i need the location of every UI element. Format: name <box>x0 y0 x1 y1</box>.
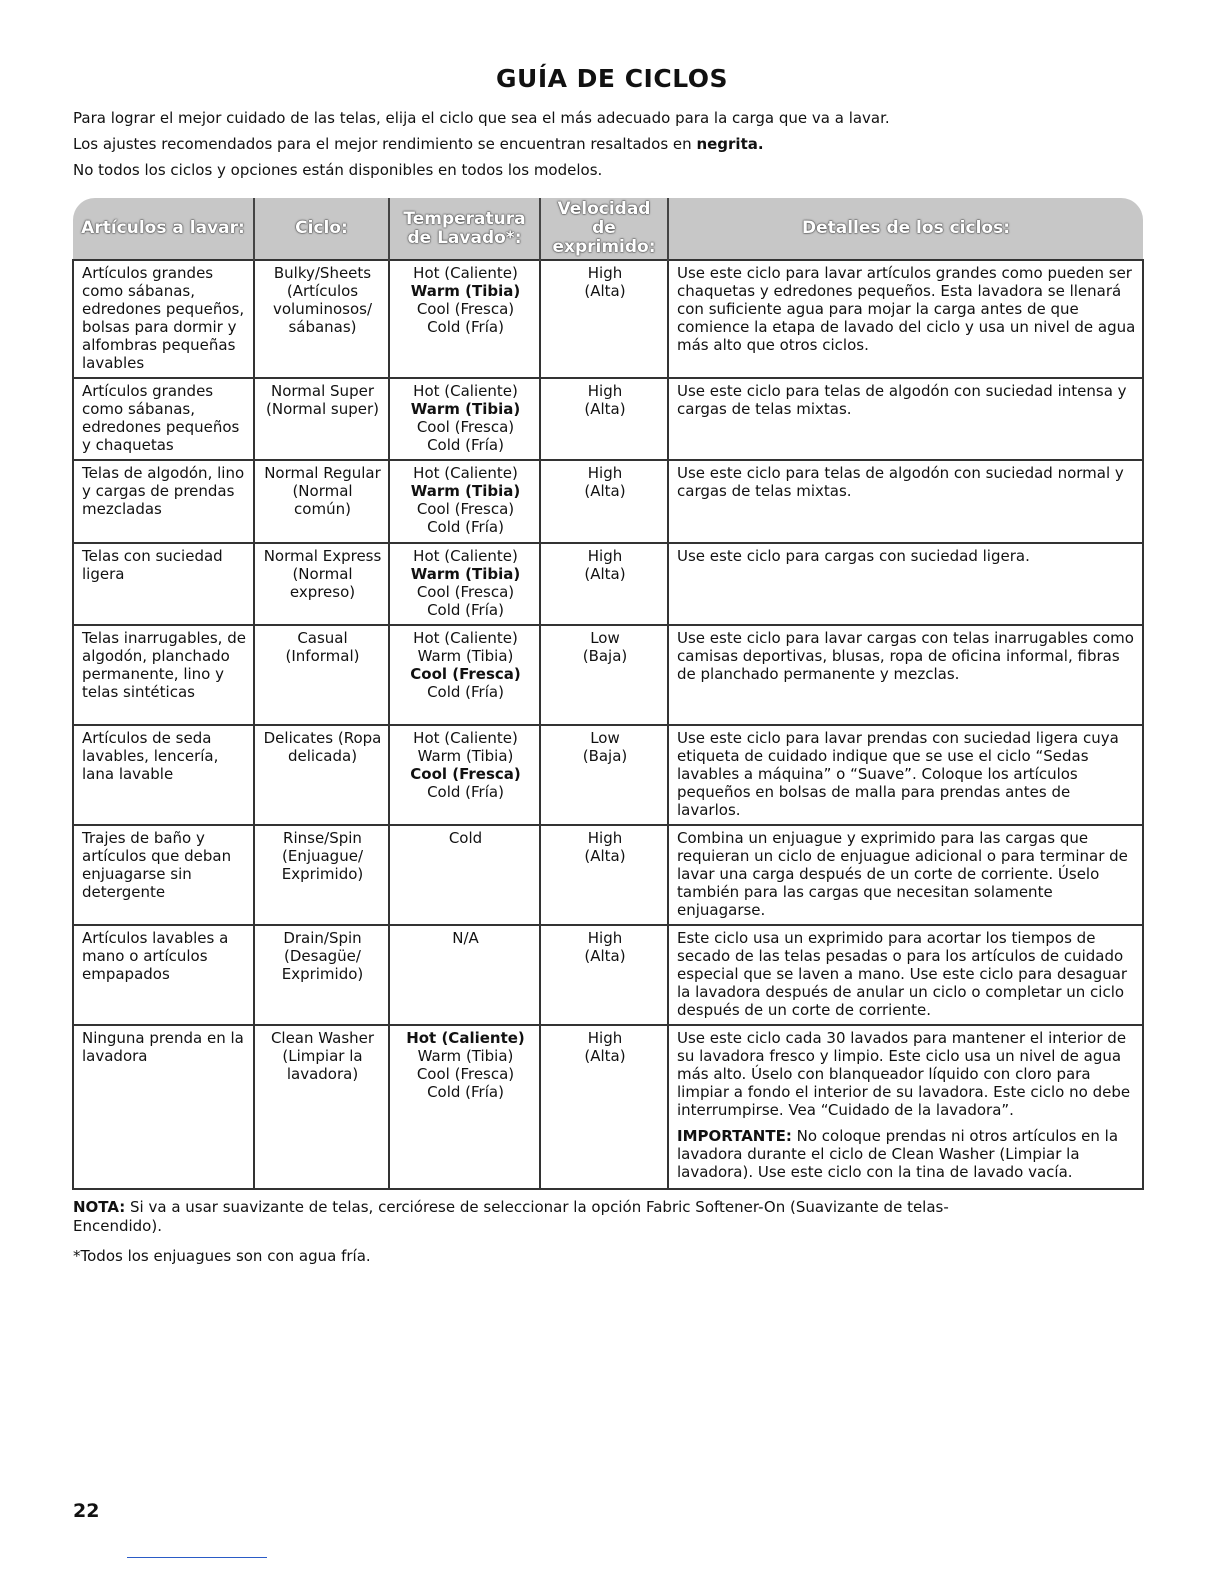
temperature-cell <box>389 825 540 925</box>
details-cell <box>668 543 1143 625</box>
spin-speed-cell <box>540 260 668 378</box>
temperature-option: Hot (Caliente) <box>413 264 518 282</box>
details-cell <box>668 625 1143 725</box>
spin-speed-cell <box>540 378 668 460</box>
note-label: NOTA: <box>73 1198 126 1216</box>
intro-line-1: Para lograr el mejor cuidado de las telas, elija el ciclo que sea el más adecuado para la carga que va a lavar. <box>73 109 890 127</box>
temperature-option: Cold (Fría) <box>427 783 504 801</box>
page-title: GUÍA DE CICLOS <box>496 64 728 93</box>
spin-speed-text: (Alta) <box>584 282 626 300</box>
spin-speed-cell <box>540 625 668 725</box>
temperature-option: Cold (Fría) <box>427 683 504 701</box>
spin-speed-text: High <box>587 929 623 947</box>
cycle-cell: Delicates (Ropa delicada) <box>254 725 389 825</box>
temperature-option: Cold (Fría) <box>427 518 504 536</box>
temperature-cell <box>389 1025 540 1189</box>
details-text: Use este ciclo cada 30 lavados para mantener el interior de su lavadora fresco y limpio. Este ciclo usa un nivel de agua más alto. Úselo con blanqueador líquido con cloro para limpiar a fondo el interior de su lavadora. Este ciclo no debe interrumpirse. Vea “Cuidado de la lavadora”. <box>677 1029 1131 1119</box>
cycle-cell: Normal Regular (Normal común) <box>254 460 389 543</box>
articles-cell: Ninguna prenda en la lavadora <box>73 1025 254 1189</box>
temperature-option: Warm (Tibia) <box>417 747 514 765</box>
spin-speed-text: High <box>587 547 623 565</box>
bottom-rule <box>127 1557 267 1558</box>
header-temperature: Temperatura de Lavado*: <box>389 198 540 260</box>
temperature-option: Cool (Fresca) <box>410 665 521 683</box>
articles-cell: Trajes de baño y artículos que deban enjuagarse sin detergente <box>73 825 254 925</box>
header-cycle-details: Detalles de los ciclos: <box>668 198 1143 260</box>
details-text: Combina un enjuague y exprimido para las cargas que requieran un ciclo de enjuague adicional o para terminar de lavar una carga después de un corte de corriente. Úselo también para las cargas que necesitan solamente enjuagarse. <box>677 829 1128 919</box>
temperature-option: Cool (Fresca) <box>416 1065 515 1083</box>
table-row <box>73 543 1143 625</box>
table-row <box>73 1025 1143 1189</box>
temperature-cell <box>389 625 540 725</box>
details-text: Use este ciclo para lavar cargas con telas inarrugables como camisas deportivas, blusas, ropa de oficina informal, fibras de planchado permanente y mezclas. <box>677 629 1134 683</box>
articles-cell: Artículos de seda lavables, lencería, lana lavable <box>73 725 254 825</box>
cycle-cell: Normal Super (Normal super) <box>254 378 389 460</box>
articles-cell: Artículos lavables a mano o artículos empapados <box>73 925 254 1025</box>
details-text: Use este ciclo para cargas con suciedad ligera. <box>677 547 1030 565</box>
temperature-cell <box>389 925 540 1025</box>
table-row <box>73 925 1143 1025</box>
intro-line-2-bold: negrita. <box>696 135 764 153</box>
page-number: 22 <box>73 1500 100 1522</box>
details-cell <box>668 1025 1143 1189</box>
header-cycle: Ciclo: <box>254 198 389 260</box>
details-cell <box>668 925 1143 1025</box>
spin-speed-cell <box>540 825 668 925</box>
temperature-option: Warm (Tibia) <box>410 565 521 583</box>
spin-speed-cell <box>540 460 668 543</box>
cycle-cell: Rinse/Spin (Enjuague/ Exprimido) <box>254 825 389 925</box>
articles-cell: Artículos grandes como sábanas, edredones pequeños y chaquetas <box>73 378 254 460</box>
intro <box>73 109 1153 187</box>
temperature-option: Cold (Fría) <box>427 1083 504 1101</box>
spin-speed-text: (Alta) <box>584 847 626 865</box>
important-text: No coloque prendas ni otros artículos en la lavadora durante el ciclo de Clean Washer (Limpiar la lavadora). Use este ciclo con la tina de lavado vacía. <box>677 1127 1119 1181</box>
articles-cell: Artículos grandes como sábanas, edredones pequeños, bolsas para dormir y alfombras pequeñas lavables <box>73 260 254 378</box>
temperature-option: Warm (Tibia) <box>417 647 514 665</box>
header-spin-speed: Velocidad de exprimido: <box>540 198 668 260</box>
details-cell <box>668 825 1143 925</box>
intro-line-3: No todos los ciclos y opciones están disponibles en todos los modelos. <box>73 161 603 179</box>
details-cell <box>668 260 1143 378</box>
spin-speed-text: High <box>587 382 623 400</box>
spin-speed-cell <box>540 925 668 1025</box>
articles-cell: Telas inarrugables, de algodón, planchado permanente, lino y telas sintéticas <box>73 625 254 725</box>
spin-speed-text: (Alta) <box>584 947 626 965</box>
articles-cell: Telas con suciedad ligera <box>73 543 254 625</box>
table-header <box>73 198 1143 260</box>
articles-cell: Telas de algodón, lino y cargas de prendas mezcladas <box>73 460 254 543</box>
header-articles: Artículos a lavar: <box>73 198 254 260</box>
cycle-cell: Casual (Informal) <box>254 625 389 725</box>
spin-speed-cell <box>540 725 668 825</box>
temperature-option: Warm (Tibia) <box>410 400 521 418</box>
spin-speed-text: Low <box>590 629 620 647</box>
spin-speed-text: High <box>587 464 623 482</box>
temperature-option: Hot (Caliente) <box>413 729 518 747</box>
spin-speed-text: (Alta) <box>584 1047 626 1065</box>
details-text: Use este ciclo para telas de algodón con suciedad intensa y cargas de telas mixtas. <box>677 382 1127 418</box>
table-row <box>73 725 1143 825</box>
spin-speed-text: (Alta) <box>584 565 626 583</box>
temperature-cell <box>389 460 540 543</box>
details-text: Use este ciclo para lavar artículos grandes como pueden ser chaquetas y edredones pequeños. Esta lavadora se llenará con suficiente agua para mojar la carga antes de que comience la etapa de lavado del ciclo y usa un nivel de agua más alto que otros ciclos. <box>677 264 1136 354</box>
details-text: Use este ciclo para lavar prendas con suciedad ligera cuya etiqueta de cuidado indique que se use el ciclo “Sedas lavables a máquina” o “Suave”. Coloque los artículos pequeños en bolsas de malla para prendas antes de lavarlos. <box>677 729 1119 819</box>
temperature-option: Hot (Caliente) <box>413 382 518 400</box>
temperature-option: Cold (Fría) <box>427 436 504 454</box>
spin-speed-text: (Baja) <box>582 747 628 765</box>
intro-line-2 <box>73 135 1153 154</box>
notes <box>73 1198 973 1277</box>
temperature-option: Cool (Fresca) <box>416 418 515 436</box>
temperature-option: Cold (Fría) <box>427 601 504 619</box>
cycle-guide-table <box>72 198 1144 1190</box>
intro-line-2-text: Los ajustes recomendados para el mejor rendimiento se encuentran resaltados en <box>73 135 697 153</box>
table-row <box>73 378 1143 460</box>
temperature-option: Warm (Tibia) <box>417 1047 514 1065</box>
temperature-option: Cool (Fresca) <box>410 765 521 783</box>
cycle-cell: Normal Express (Normal expreso) <box>254 543 389 625</box>
spin-speed-text: High <box>587 1029 623 1047</box>
important-note <box>677 1127 1136 1181</box>
temperature-option: Hot (Caliente) <box>413 629 518 647</box>
cycle-cell: Bulky/Sheets (Artículos voluminosos/ sábanas) <box>254 260 389 378</box>
details-cell <box>668 378 1143 460</box>
note-text: Si va a usar suavizante de telas, cerciórese de seleccionar la opción Fabric Softener-On (Suavizante de telas-Encendido). <box>73 1198 949 1235</box>
details-cell <box>668 725 1143 825</box>
table-row <box>73 460 1143 543</box>
temperature-option: N/A <box>452 929 479 947</box>
temperature-option: Cool (Fresca) <box>416 583 515 601</box>
spin-speed-text: Low <box>590 729 620 747</box>
cycle-cell: Drain/Spin (Desagüe/ Exprimido) <box>254 925 389 1025</box>
spin-speed-cell <box>540 1025 668 1189</box>
footnote: *Todos los enjuagues son con agua fría. <box>73 1247 371 1265</box>
spin-speed-text: (Alta) <box>584 400 626 418</box>
temperature-option: Cold <box>448 829 483 847</box>
note <box>73 1198 973 1236</box>
table-body <box>73 260 1143 1189</box>
spin-speed-text: (Alta) <box>584 482 626 500</box>
table-row <box>73 260 1143 378</box>
temperature-cell <box>389 378 540 460</box>
details-cell <box>668 460 1143 543</box>
temperature-option: Cool (Fresca) <box>416 500 515 518</box>
header-row <box>73 198 1143 260</box>
important-label: IMPORTANTE: <box>677 1127 792 1145</box>
temperature-cell <box>389 260 540 378</box>
details-text: Use este ciclo para telas de algodón con suciedad normal y cargas de telas mixtas. <box>677 464 1124 500</box>
temperature-option: Cool (Fresca) <box>416 300 515 318</box>
spin-speed-text: High <box>587 264 623 282</box>
temperature-option: Hot (Caliente) <box>413 547 518 565</box>
temperature-option: Cold (Fría) <box>427 318 504 336</box>
temperature-option: Hot (Caliente) <box>413 464 518 482</box>
temperature-option: Warm (Tibia) <box>410 282 521 300</box>
temperature-option: Hot (Caliente) <box>406 1029 525 1047</box>
table-row <box>73 825 1143 925</box>
spin-speed-text: High <box>587 829 623 847</box>
table-row <box>73 625 1143 725</box>
temperature-cell <box>389 725 540 825</box>
temperature-option: Warm (Tibia) <box>410 482 521 500</box>
spin-speed-text: (Baja) <box>582 647 628 665</box>
spin-speed-cell <box>540 543 668 625</box>
cycle-cell: Clean Washer (Limpiar la lavadora) <box>254 1025 389 1189</box>
temperature-cell <box>389 543 540 625</box>
details-text: Este ciclo usa un exprimido para acortar los tiempos de secado de las telas pesadas o para los artículos de cuidado especial que se laven a mano. Use este ciclo para desaguar la lavadora después de anular un ciclo o completar un ciclo después de un corte de corriente. <box>677 929 1128 1019</box>
